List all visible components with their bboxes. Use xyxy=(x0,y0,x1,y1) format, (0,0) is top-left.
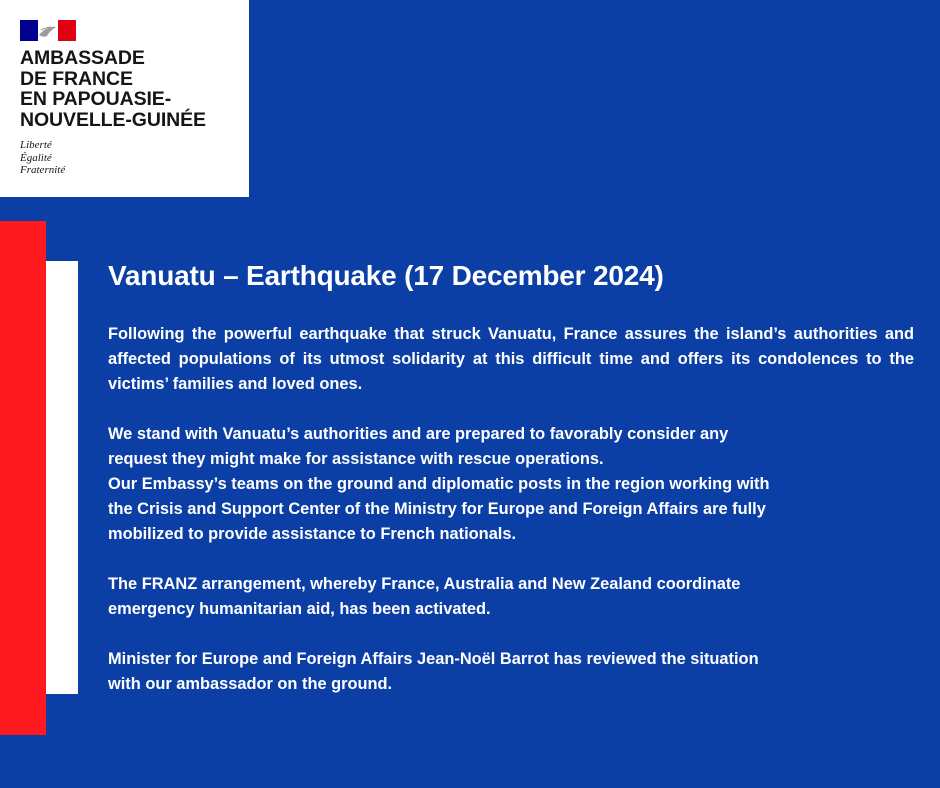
franz-paragraph xyxy=(108,572,914,622)
embassy-name xyxy=(20,48,206,130)
republic-motto xyxy=(20,139,65,177)
franz-line: The FRANZ arrangement, whereby France, Australia and New Zealand coordinate xyxy=(108,575,741,593)
page-title: Vanuatu – Earthquake (17 December 2024) xyxy=(108,260,664,291)
motto-liberte: Liberté xyxy=(20,139,52,151)
motto-egalite: Égalité xyxy=(20,151,52,164)
support-paragraph xyxy=(108,422,914,547)
solidarity-text: Following the powerful earthquake that struck Vanuatu, France assures the island’s authorities and affected populations of its utmost solidarity at this difficult time and offers its condolences to the victims’ families and loved ones. xyxy=(108,325,914,393)
flag-red-stripe xyxy=(0,221,46,735)
flag-white-stripe xyxy=(46,261,78,694)
embassy-name-line: EN PAPOUASIE- xyxy=(20,88,172,110)
embassy-name-line: NOUVELLE-GUINÉE xyxy=(20,108,206,131)
support-line: mobilized to provide assistance to French nationals. xyxy=(108,525,517,543)
marianne-logo-icon xyxy=(20,20,76,41)
minister-line: with our ambassador on the ground. xyxy=(108,675,393,693)
solidarity-paragraph xyxy=(108,322,914,397)
motto-fraternite: Fraternité xyxy=(20,164,66,176)
embassy-name-line: DE FRANCE xyxy=(20,67,133,90)
embassy-name-line: AMBASSADE xyxy=(20,47,145,69)
franz-line: emergency humanitarian aid, has been activated. xyxy=(108,600,491,618)
minister-paragraph xyxy=(108,647,914,697)
minister-line: Minister for Europe and Foreign Affairs Jean-Noël Barrot has reviewed the situation xyxy=(108,650,759,668)
support-line: request they might make for assistance with rescue operations. xyxy=(108,450,604,468)
embassy-logo-card xyxy=(0,0,249,197)
support-line: Our Embassy’s teams on the ground and diplomatic posts in the region working with xyxy=(108,475,770,493)
support-line: the Crisis and Support Center of the Ministry for Europe and Foreign Affairs are fully xyxy=(108,500,766,518)
support-line: We stand with Vanuatu’s authorities and are prepared to favorably consider any xyxy=(108,425,729,443)
statement-content xyxy=(108,257,914,722)
